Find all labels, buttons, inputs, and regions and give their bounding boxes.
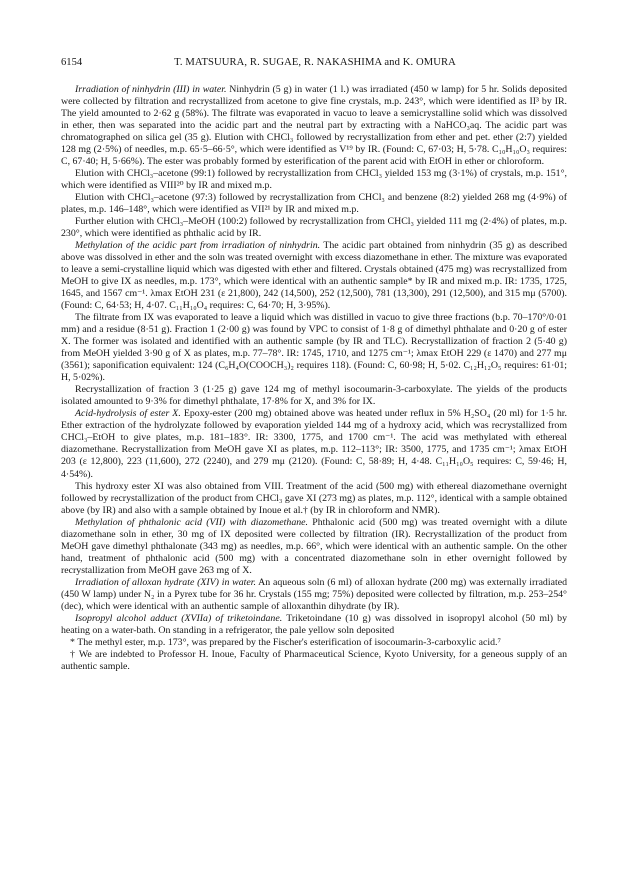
paragraph-acid-hydrolysis <box>61 408 567 480</box>
paragraph-text: The acidic part obtained from ninhydrin (35 g) as described above was dissolved in ether and the soln was treated overnight with excess diazomethane in ether. The mixture was evaporated to leave a semi-crystalline liquid which was digested with ether and filtered. Crystals obtained (475 mg) was recrystallized from MeOH to give IX as needles, m.p. 173°, which were identical with an authentic sample* by IR and mixed m.p. IR: 1735, 1725, 1645, and 1567 cm⁻¹. λmax EtOH 231 (ε 21,800), 242 (14,500), 252 (12,500), 781 (13,300), 291 (12,500), and 315 mμ (5700). (Found: C, 64·53; H, 4·07. C₁₁H₁₀O₄ requires: C, 64·70; H, 3·95%). <box>61 240 567 312</box>
running-header <box>61 57 569 73</box>
paragraph-text: Epoxy-ester (200 mg) obtained above was heated under reflux in 5% H₂SO₄ (20 ml) for 1·5 hr. Ether extraction of the hydrolyzate followed by evaporation yielded 144 mg of a hydroxy acid, which was recrystallized from CHCl₃–EtOH to give plates, m.p. 181–183°. IR: 3300, 1775, and 1700 cm⁻¹. The acid was methylated with ethereal diazomethane. Recrystallization from MeOH gave XI as plates, m.p. 112–113°; IR: 3500, 1775, and 1735 cm⁻¹; λmax EtOH 203 (ε 12,800), 223 (11,600), 272 (2240), and 279 mμ (2120). (Found: C, 58·89; H, 4·48. C₁₁H₁₀O₅ requires: C, 59·46; H, 4·54%). <box>61 408 567 480</box>
paragraph-text: An aqueous soln (6 ml) of alloxan hydrate (200 mg) was externally irradiated (450 W lamp) under N₂ in a Pyrex tube for 36 hr. Crystals (155 mg; 75%) deposited were collected by filtration, m.p. 253–254° (dec), which were identical with an authentic sample of alloxanthin dihydrate (by IR). <box>61 576 567 612</box>
paragraph-text: The filtrate from IX was evaporated to leave a liquid which was distilled in vacuo to give three fractions (b.p. 70–170°/0·01 mm) and a residue (8·51 g). Fraction 1 (2·00 g) was found by VPC to consist of 1·8 g of dimethyl phthalate and 0·20 g of ester X. The former was isolated and identified with an authentic sample (by IR and TLC). Recrystallization of fraction 2 (5·40 g) from MeOH yielded 3·90 g of X as plates, m.p. 77–78°. IR: 1745, 1710, and 1275 cm⁻¹; λmax EtOH 229 (ε 1470) and 277 mμ (3561); saponification equivalent: 124 (C₆H₄O(COOCH₃)₂ requires 118). (Found: C, 60·98; H, 5·02. C₁₂H₁₂O₅ requires: 61·01; H, 5·02%). <box>61 312 567 384</box>
paragraph-elution-97-3 <box>61 192 567 216</box>
paragraph-heading: Methylation of phthalonic acid (VII) with diazomethane. <box>75 516 308 528</box>
paragraph-text: Recrystallization of fraction 3 (1·25 g) gave 124 mg of methyl isocoumarin-3-carboxylate. The yields of the products isolated amounted to 9·3% for dimethyl phthalate, 17·8% for X, and 3% for IX. <box>61 384 567 408</box>
paragraph-text: Triketoindane (10 g) was dissolved in isopropyl alcohol (50 ml) by heating on a water-bath. On standing in a refrigerator, the pale yellow soln deposited <box>61 612 568 636</box>
paragraph-isopropyl-adduct <box>61 613 567 637</box>
paragraph-text: Ninhydrin (5 g) in water (1 l.) was irradiated (450 w lamp) for 5 hr. Solids deposited were collected by filtration and recrystallized from acetone to give fine crystals, m.p. 243°, which were identified as II³ by IR. The yield amounted to 2·62 g (58%). The filtrate was evaporated in vacuo to leave a semicrystalline solid which was dissolved in ether, then was separated into the acidic part and the neutral part by extracting with a NaHCO₃aq. The acidic part was chromatographed on silica gel (35 g). Elution with CHCl₃ followed by recrystallization from ether and pet. ether (2:7) yielded 128 mg (2·5%) of needles, m.p. 65·5–66·5°, which were identified as V¹⁹ by IR. (Found: C, 67·03; H, 5·78. C₁₀H₁₀O₃ requires: C, 67·40; H, 5·66%). The ester was probably formed by esterification of the parent acid with EtOH in ether or chloroform. <box>61 84 567 168</box>
paragraph-text: Elution with CHCl₃–acetone (97:3) followed by recrystallization from CHCl₃ and benzene (8:2) yielded 268 mg (4·9%) of plates, m.p. 146–148°, which were identified as VII²¹ by IR and mixed m.p. <box>61 192 567 216</box>
footnote-dagger: † We are indebted to Professor H. Inoue, Faculty of Pharmaceutical Science, Kyoto University, for a geneous supply of an authentic sample. <box>61 648 567 672</box>
paragraph-alloxan-hydrate <box>61 577 567 613</box>
paragraph-irradiation-ninhydrin <box>61 84 567 168</box>
paragraph-heading: Irradiation of ninhydrin (III) in water. <box>75 84 227 95</box>
paragraph-text: Further elution with CHCl₃–MeOH (100:2) followed by recrystallization from CHCl₃ yielded 111 mg (2·4%) of plates, m.p. 230°, which were identified as phthalic acid by IR. <box>61 216 567 240</box>
paragraph-hydroxy-ester <box>61 481 567 517</box>
paragraph-further-elution <box>61 216 567 240</box>
footnote-asterisk: * The methyl ester, m.p. 173°, was prepared by the Fischer's esterification of isocoumarin-3-carboxylic acid.⁷ <box>70 636 501 648</box>
paragraph-heading: Isopropyl alcohol adduct (XVIIa) of triketoindane. <box>75 612 283 624</box>
paragraph-fraction-3 <box>61 384 567 408</box>
paragraph-text: Elution with CHCl₃–acetone (99:1) followed by recrystallization from CHCl₃ yielded 153 mg (3·1%) of crystals, m.p. 151°, which were identified as VIII²⁰ by IR and mixed m.p. <box>61 168 567 192</box>
paragraph-text: Phthalonic acid (500 mg) was treated overnight with a dilute diazomethane soln in ether, 30 mg of IX deposited were collected by filtration (IR). Recrystallization of the product from MeOH gave dimethyl phthalonate (343 mg) as needles, m.p. 66°, which were identical with an authentic sample. On the other hand, treatment of phthalonic acid (500 mg) with a concentrated diazomethane soln in ether overnight followed by recrystallization from MeOH gave 263 mg of X. <box>61 516 567 576</box>
paragraph-methylation-acidic-part <box>61 240 567 312</box>
paragraph-elution-99-1 <box>61 168 567 192</box>
paragraph-heading: Acid-hydrolysis of ester X. <box>75 408 181 420</box>
paragraph-filtrate-ix <box>61 312 567 384</box>
paragraph-text: This hydroxy ester XI was also obtained from VIII. Treatment of the acid (500 mg) with ethereal diazomethane overnight followed by recrystallization of the product from CHCl₃ gave XI (273 mg) as plates, m.p. 112°, identical with a sample obtained above (by IR) and also with a sample obtained by Inoue et al.† (by IR in chloroform and NMR). <box>61 480 567 516</box>
paragraph-phthalonic-acid <box>61 517 567 577</box>
paragraph-heading: Methylation of the acidic part from irradiation of ninhydrin. <box>75 240 321 252</box>
page-number: 6154 <box>61 57 83 68</box>
author-line: T. MATSUURA, R. SUGAE, R. NAKASHIMA and K. OMURA <box>174 57 456 68</box>
paragraph-heading: Irradiation of alloxan hydrate (XIV) in water. <box>75 576 256 588</box>
article-body <box>61 84 567 673</box>
